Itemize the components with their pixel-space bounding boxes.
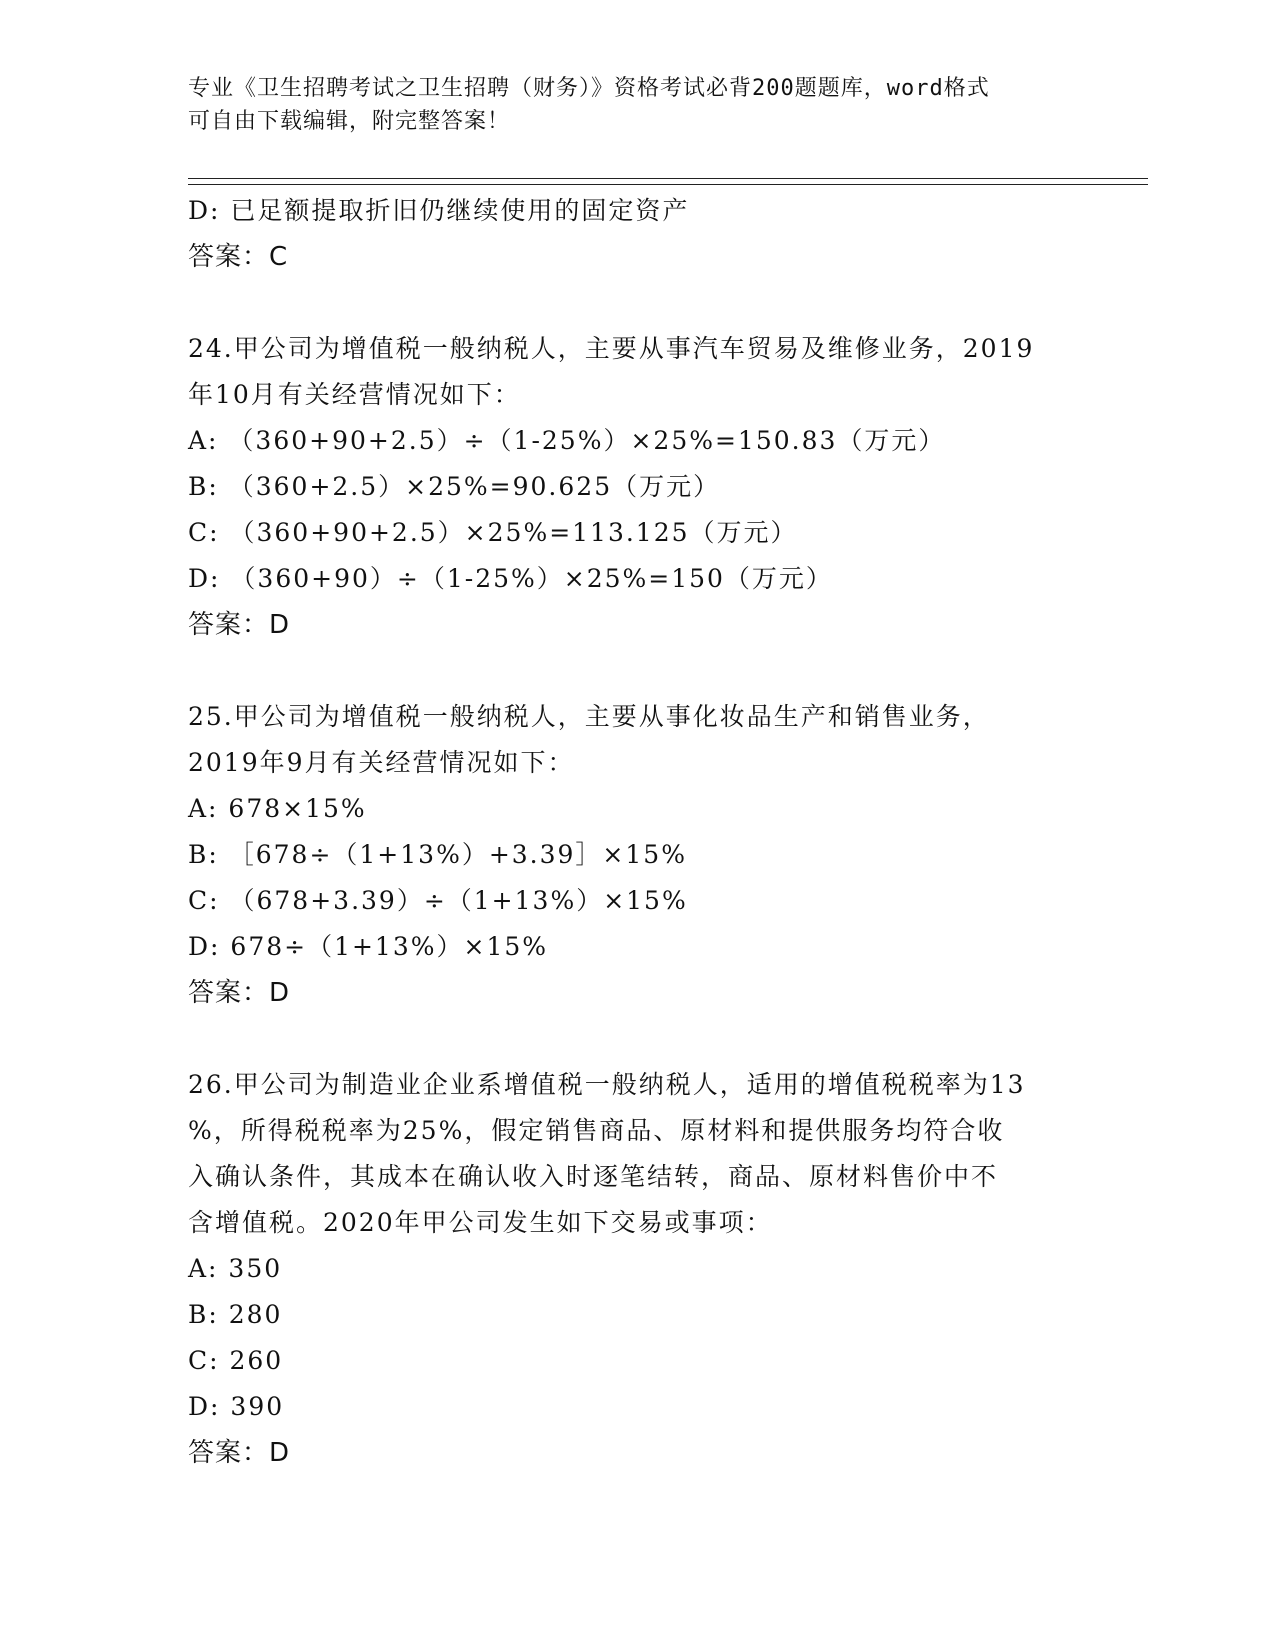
answer: 答案：D — [188, 1438, 291, 1468]
question-list — [188, 188, 1088, 1476]
question-stem-line: 含增值税。2020年甲公司发生如下交易或事项： — [188, 1208, 773, 1237]
option-b: B: 280 — [188, 1300, 283, 1329]
header-line-1: 专业《卫生招聘考试之卫生招聘（财务）》资格考试必背200题题库，word格式 — [188, 76, 990, 101]
spacer — [188, 280, 1088, 326]
option-c: C: （360+90+2.5）×25%=113.125（万元） — [188, 518, 798, 547]
option-c: C: 260 — [188, 1346, 284, 1375]
header-divider-bottom — [188, 184, 1148, 185]
option-d: D: （360+90）÷（1-25%）×25%=150（万元） — [188, 564, 833, 593]
answer: 答案：D — [188, 610, 291, 640]
option-b: B: （360+2.5）×25%=90.625（万元） — [188, 472, 721, 501]
document-header — [188, 72, 1068, 138]
question-stem-line: 25.甲公司为增值税一般纳税人，主要从事化妆品生产和销售业务， — [188, 702, 990, 731]
option-a: A: 350 — [188, 1254, 283, 1283]
prev-answer: 答案：C — [188, 242, 289, 272]
option-c: C: （678+3.39）÷（1+13%）×15% — [188, 886, 688, 915]
question-stem-line: %，所得税税率为25%，假定销售商品、原材料和提供服务均符合收 — [188, 1116, 1005, 1145]
question-stem-line: 年10月有关经营情况如下： — [188, 380, 521, 409]
option-a: A: （360+90+2.5）÷（1-25%）×25%=150.83（万元） — [188, 426, 946, 455]
prev-option-d: D: 已足额提取折旧仍继续使用的固定资产 — [188, 196, 690, 225]
header-line-2: 可自由下载编辑，附完整答案！ — [188, 109, 511, 134]
header-divider-top — [188, 178, 1148, 179]
answer: 答案：D — [188, 978, 291, 1008]
option-d: D: 390 — [188, 1392, 285, 1421]
question-stem-line: 26.甲公司为制造业企业系增值税一般纳税人，适用的增值税税率为13 — [188, 1070, 1026, 1099]
option-d: D: 678÷（1+13%）×15% — [188, 932, 549, 961]
spacer — [188, 1016, 1088, 1062]
option-a: A: 678×15% — [188, 794, 367, 823]
question-25 — [188, 694, 1088, 1016]
question-24 — [188, 326, 1088, 648]
spacer — [188, 648, 1088, 694]
question-stem-line: 24.甲公司为增值税一般纳税人，主要从事汽车贸易及维修业务，2019 — [188, 334, 1035, 363]
question-26 — [188, 1062, 1088, 1476]
question-stem-line: 入确认条件，其成本在确认收入时逐笔结转，商品、原材料售价中不 — [188, 1162, 999, 1191]
question-stem-line: 2019年9月有关经营情况如下： — [188, 748, 575, 777]
option-b: B: ［678÷（1+13%）+3.39］×15% — [188, 840, 687, 869]
